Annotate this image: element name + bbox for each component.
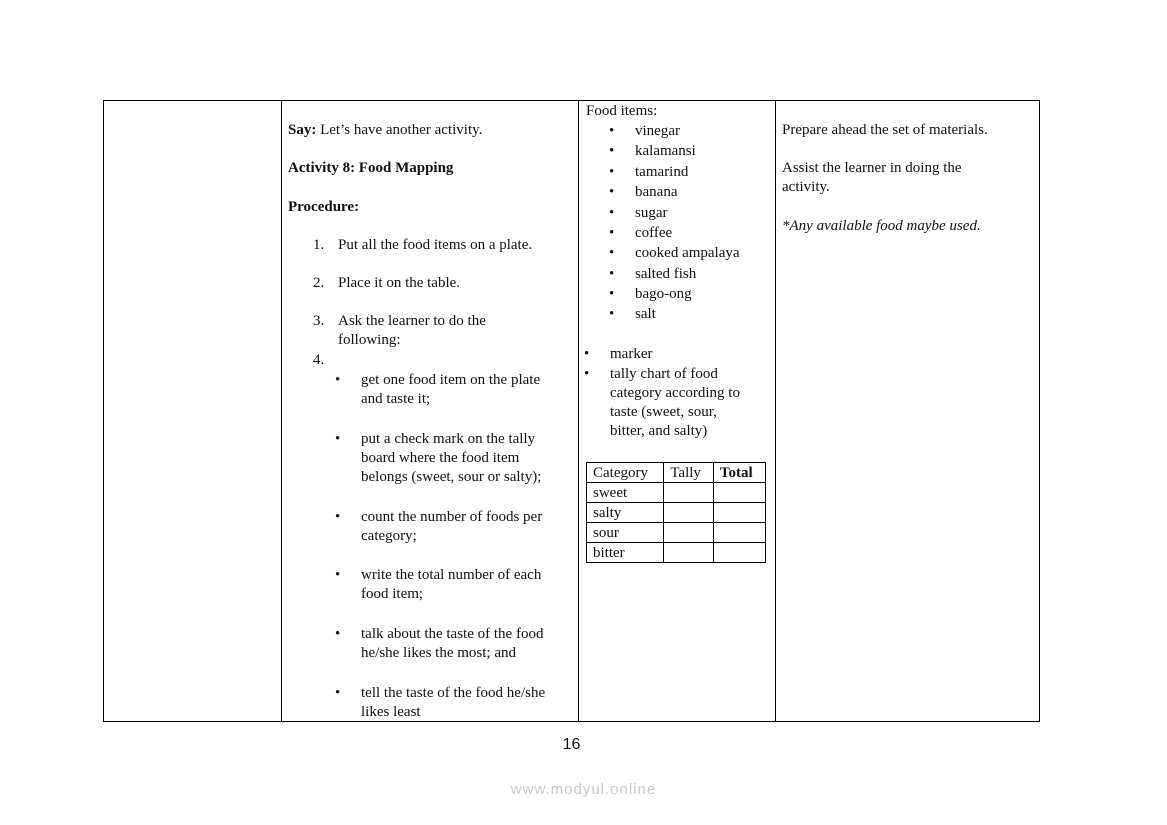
sub-item: • talk about the taste of the food he/she likes the most; and (361, 625, 543, 663)
material-item: • marker (610, 345, 652, 364)
lesson-table (103, 100, 1040, 722)
food-item: • banana (635, 183, 677, 202)
tally-row (587, 543, 766, 563)
step-text: Place it on the table. (338, 275, 461, 291)
tally-category: salty (587, 503, 664, 523)
tally-row (587, 503, 766, 523)
sub-item: • get one food item on the plate and taste it; (361, 371, 540, 409)
food-item: • salt (635, 305, 656, 324)
sub-item: • count the number of foods per category; (361, 508, 542, 546)
say-label: Say: (288, 122, 317, 138)
column-materials (578, 101, 776, 721)
tally-header-cell: Category (587, 463, 664, 483)
say-line (288, 121, 482, 140)
tally-header-cell: Tally (664, 463, 714, 483)
tally-chart (586, 462, 766, 563)
food-item: • salted fish (635, 265, 696, 284)
tally-category: sweet (587, 483, 664, 503)
tally-row (587, 483, 766, 503)
sub-item: • tell the taste of the food he/she likes least (361, 684, 545, 722)
page-number: 16 (562, 736, 581, 753)
step-number: 4. (313, 352, 325, 368)
sub-item: • put a check mark on the tally board where the food item belongs (sweet, sour or salty); (361, 430, 541, 487)
food-item: • vinegar (635, 122, 680, 141)
step-number: 3. (313, 313, 325, 329)
note-assist: Assist the learner in doing the activity. (782, 160, 962, 195)
tally-category: bitter (587, 543, 664, 563)
total-cell (713, 523, 765, 543)
step-text: Ask the learner to do the (338, 313, 486, 329)
say-text: Let’s have another activity. (316, 122, 483, 138)
tally-category: sour (587, 523, 664, 543)
step-number: 1. (313, 237, 325, 253)
column-procedure (281, 101, 579, 721)
sub-item: • write the total number of each food item; (361, 566, 541, 604)
tally-row (587, 523, 766, 543)
step-number: 2. (313, 275, 325, 291)
food-items-heading: Food items: (586, 103, 658, 119)
total-cell (713, 483, 765, 503)
activity-title: Activity 8: Food Mapping (288, 160, 454, 176)
total-cell (713, 543, 765, 563)
watermark: www.modyul.online (510, 781, 657, 798)
note-any-food: *Any available food maybe used. (782, 218, 981, 234)
note-prepare: Prepare ahead the set of materials. (782, 122, 988, 138)
food-item: • sugar (635, 204, 668, 223)
step-text: Put all the food items on a plate. (338, 237, 533, 253)
tally-cell (664, 523, 714, 543)
procedure-label: Procedure: (288, 199, 360, 215)
food-item: • kalamansi (635, 142, 696, 161)
column-notes (775, 101, 1039, 721)
tally-cell (664, 543, 714, 563)
step-text: following: (338, 332, 401, 348)
tally-header-cell: Total (713, 463, 765, 483)
food-item: • tamarind (635, 163, 688, 182)
tally-header-row (587, 463, 766, 483)
tally-cell (664, 483, 714, 503)
food-item: • cooked ampalaya (635, 244, 740, 263)
food-item: • bago-ong (635, 285, 692, 304)
food-item: • coffee (635, 224, 672, 243)
material-item: • tally chart of food category according to taste (sweet, sour, bitter, and salty) (610, 365, 740, 441)
column-blank (104, 101, 282, 721)
total-cell (713, 503, 765, 523)
tally-cell (664, 503, 714, 523)
